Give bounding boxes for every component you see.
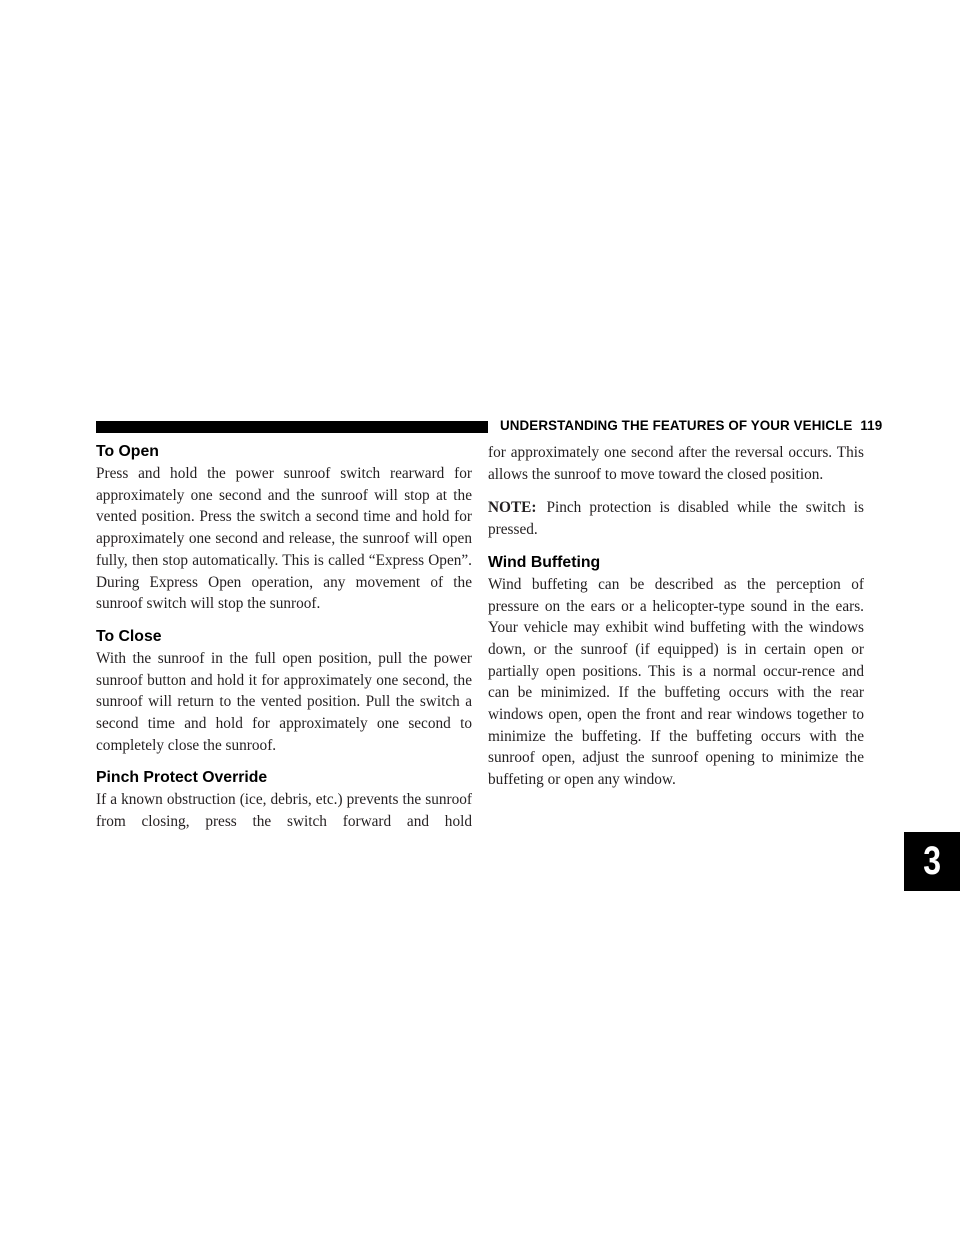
note-text: Pinch protection is disabled while the switch is pressed. [488, 499, 864, 539]
paragraph-wind-buffeting: Wind buffeting can be described as the perception of pressure on the ears or a helicopter-type sound in the ears. Your vehicle may exhibit wind buffeting with the windows down, or the sunroof (if equipped) is in certain open or partially open positions. This is a normal occur-rence and can be minimized. If the buffeting occurs with the rear windows open, open the front and rear windows together to minimize the buffeting. If the buffeting occurs with the sunroof open, adjust the sunroof opening to minimize the buffeting or open any window. [488, 575, 864, 789]
heading-pinch-protect-override: Pinch Protect Override [96, 769, 268, 787]
paragraph-to-open: Press and hold the power sunroof switch rearward for approximately one second and the sunroof will stop at the vented position. Press the switch a second time and hold for approximately one second and release, the sunroof will open fully, then stop automatically. This is called “Express Open”. During Express Open operation, any movement of the sunroof switch will stop the sunroof. [96, 465, 472, 613]
page-number: 119 [860, 418, 883, 433]
paragraph-to-close: With the sunroof in the full open position, pull the power sunroof button and hold it for approximately one second, the sunroof will return to the vented position. Pull the switch a second time and hold for approximately one second to completely close the sunroof. [96, 649, 472, 754]
chapter-tab [904, 832, 960, 891]
paragraph-pinch-protect-override: If a known obstruction (ice, debris, etc.) prevents the sunroof from closing, press the switch forward and hold [96, 791, 472, 831]
right-column [488, 442, 864, 791]
header-rule-bar [96, 421, 488, 433]
heading-to-close: To Close [96, 627, 162, 645]
note-paragraph [488, 497, 864, 540]
paragraph-pinch-continued: for approximately one second after the reversal occurs. This allows the sunroof to move toward the closed position. [488, 444, 864, 483]
heading-wind-buffeting: Wind Buffeting [488, 553, 601, 571]
note-label: NOTE: [488, 499, 537, 517]
heading-to-open: To Open [96, 443, 159, 460]
running-header [500, 416, 883, 436]
chapter-number: 3 [923, 839, 941, 883]
section-title: UNDERSTANDING THE FEATURES OF YOUR VEHICLE [500, 418, 853, 433]
left-column [96, 442, 472, 833]
